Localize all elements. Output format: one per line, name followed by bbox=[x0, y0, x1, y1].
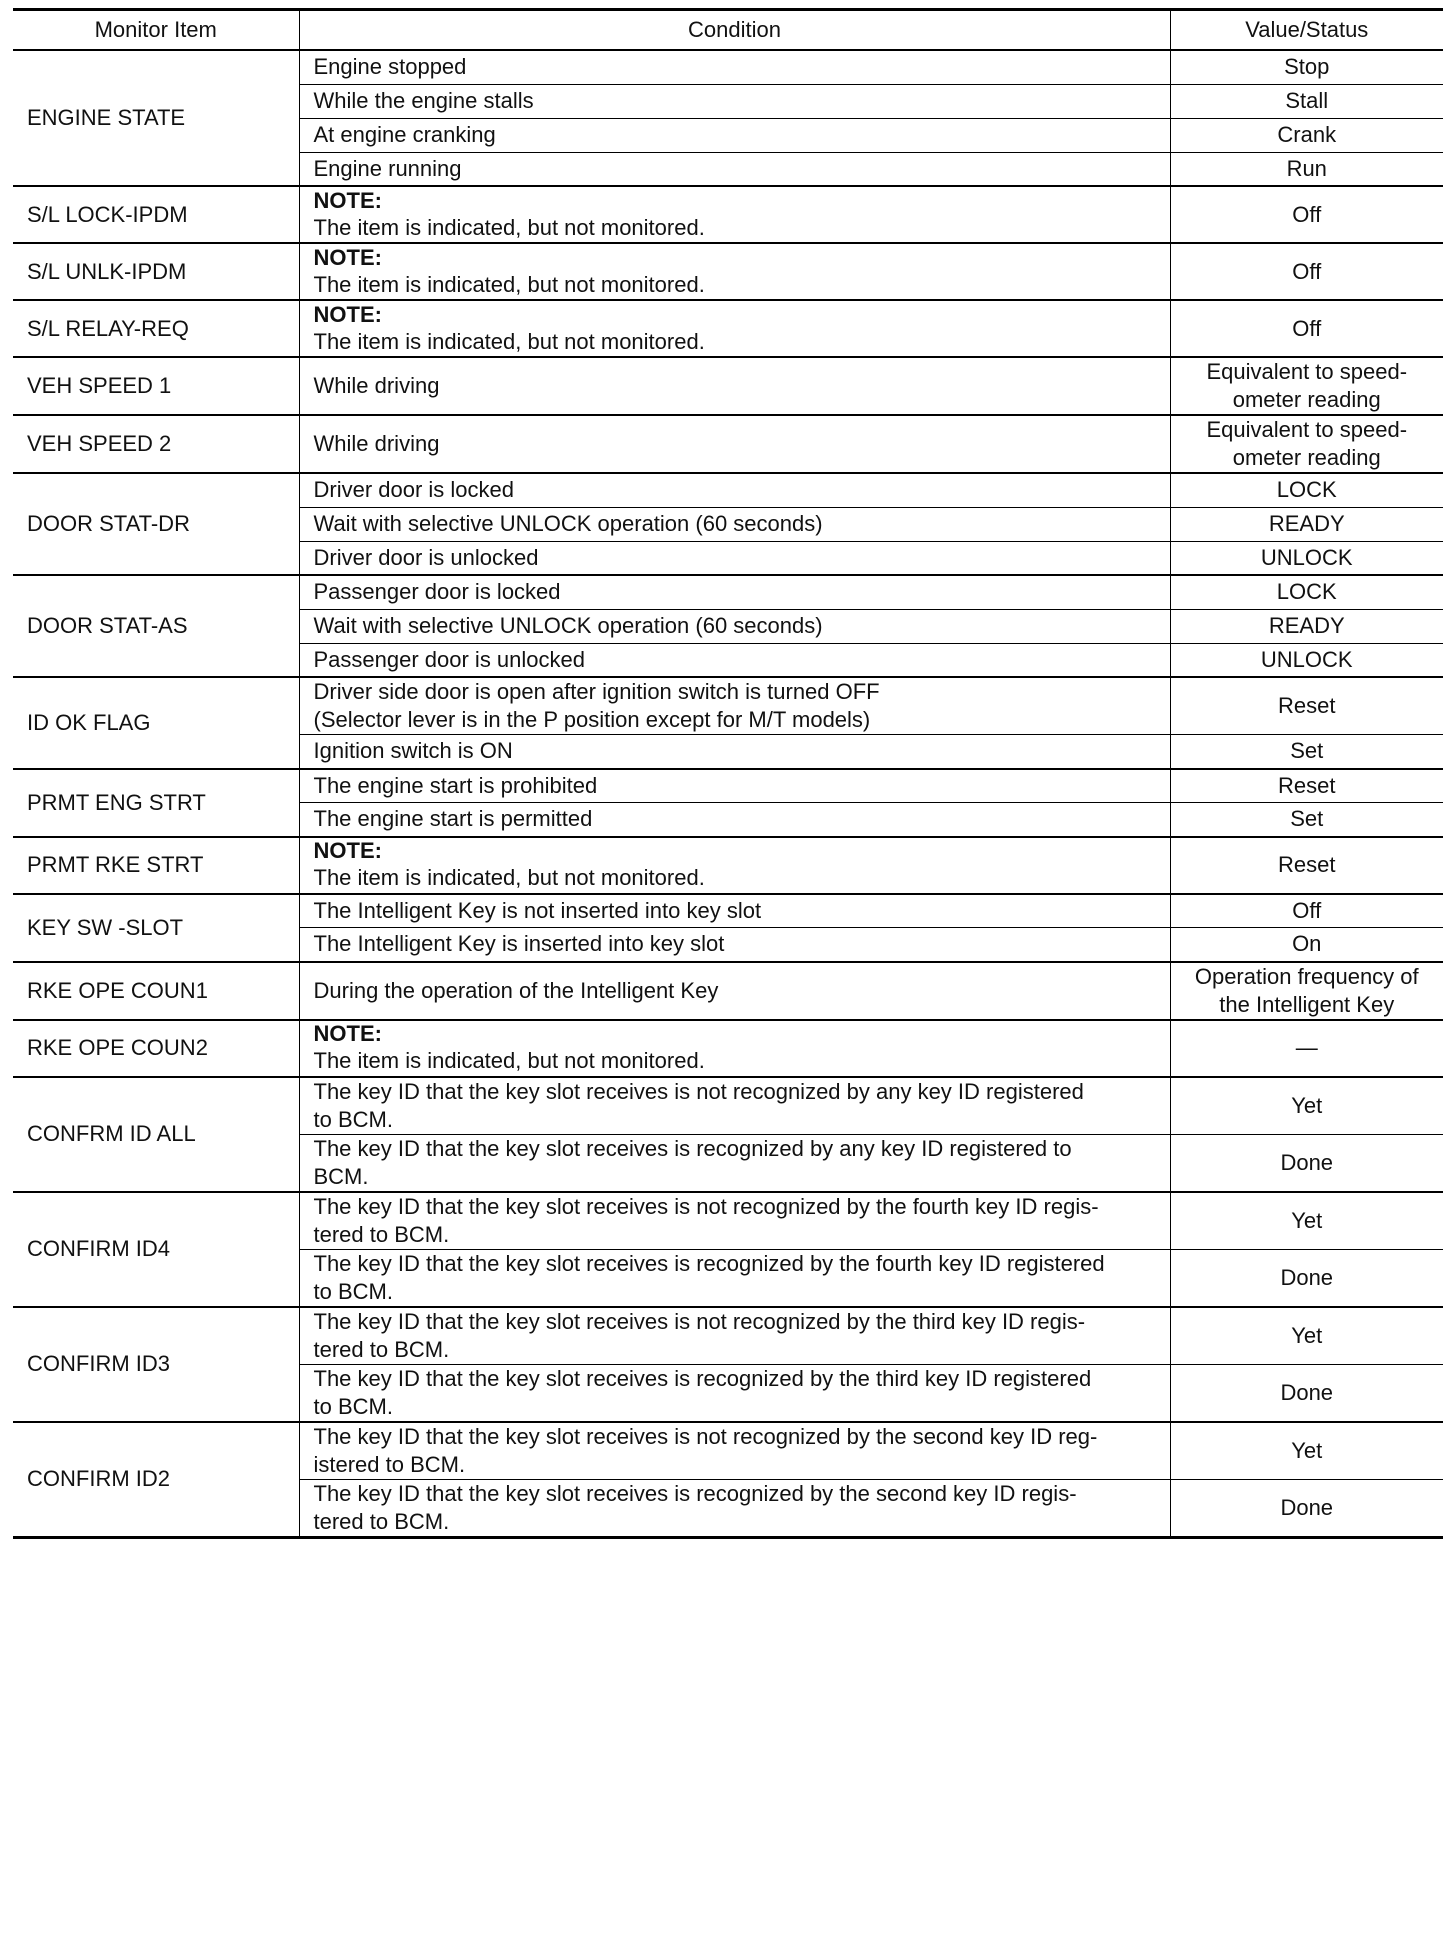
condition-text: The key ID that the key slot receives is recognized by the third key ID registered to BCM. bbox=[313, 1365, 1092, 1419]
value-status-cell: Off bbox=[1170, 186, 1443, 243]
condition-cell bbox=[299, 1307, 1170, 1365]
condition-cell bbox=[299, 803, 1170, 837]
note-label: NOTE: bbox=[313, 187, 382, 213]
note-label: NOTE: bbox=[313, 244, 382, 270]
value-status-cell: Run bbox=[1170, 152, 1443, 186]
table-row bbox=[13, 575, 1443, 609]
value-status-cell: Done bbox=[1170, 1364, 1443, 1422]
monitor-item-cell: CONFIRM ID3 bbox=[13, 1307, 299, 1422]
condition-cell bbox=[299, 507, 1170, 541]
note-text: The item is indicated, but not monitored. bbox=[313, 1048, 705, 1073]
table-row bbox=[13, 50, 1443, 84]
condition-cell bbox=[299, 84, 1170, 118]
condition-text: At engine cranking bbox=[313, 122, 496, 147]
value-status-cell: Reset bbox=[1170, 677, 1443, 735]
monitor-item-cell: S/L LOCK-IPDM bbox=[13, 186, 299, 243]
monitor-item-cell: CONFIRM ID2 bbox=[13, 1422, 299, 1538]
monitor-item-cell: VEH SPEED 1 bbox=[13, 357, 299, 415]
condition-text: Driver door is locked bbox=[313, 477, 515, 503]
note-text: The item is indicated, but not monitored. bbox=[313, 271, 705, 297]
monitor-item-cell: KEY SW -SLOT bbox=[13, 894, 299, 962]
condition-cell bbox=[299, 1364, 1170, 1422]
table-row bbox=[13, 962, 1443, 1020]
value-status-cell: READY bbox=[1170, 609, 1443, 643]
value-status-cell: READY bbox=[1170, 507, 1443, 541]
monitor-item-cell: PRMT RKE STRT bbox=[13, 837, 299, 894]
value-status-cell: UNLOCK bbox=[1170, 541, 1443, 575]
condition-cell bbox=[299, 50, 1170, 84]
table-body bbox=[13, 50, 1443, 1537]
condition-text: The Intelligent Key is inserted into key slot bbox=[313, 931, 725, 957]
monitor-item-cell: S/L RELAY-REQ bbox=[13, 300, 299, 357]
condition-text: Passenger door is locked bbox=[313, 579, 561, 605]
condition-cell bbox=[299, 541, 1170, 575]
condition-cell bbox=[299, 894, 1170, 928]
condition-text: The key ID that the key slot receives is not recognized by the third key ID regis- tered to BCM. bbox=[313, 1308, 1086, 1362]
table-row bbox=[13, 1077, 1443, 1135]
note-text: The item is indicated, but not monitored. bbox=[313, 865, 705, 890]
condition-text: The key ID that the key slot receives is not recognized by any key ID registered to BCM. bbox=[313, 1078, 1084, 1132]
condition-text: The Intelligent Key is not inserted into key slot bbox=[313, 897, 762, 923]
value-status-cell: Off bbox=[1170, 300, 1443, 357]
condition-text: Engine running bbox=[313, 155, 462, 181]
table-row bbox=[13, 1020, 1443, 1077]
condition-cell bbox=[299, 1077, 1170, 1135]
header-monitor-item: Monitor Item bbox=[13, 10, 299, 51]
value-status-cell: Yet bbox=[1170, 1307, 1443, 1365]
value-status-cell: Off bbox=[1170, 243, 1443, 300]
header-value-status: Value/Status bbox=[1170, 10, 1443, 51]
monitor-item-cell: RKE OPE COUN1 bbox=[13, 962, 299, 1020]
value-status-cell: Yet bbox=[1170, 1422, 1443, 1480]
monitor-item-cell: ENGINE STATE bbox=[13, 50, 299, 186]
note-label: NOTE: bbox=[313, 1021, 382, 1046]
condition-text: Driver side door is open after ignition switch is turned OFF (Selector lever is in the P position except for M/T models) bbox=[313, 679, 880, 732]
table-row bbox=[13, 894, 1443, 928]
condition-cell bbox=[299, 643, 1170, 677]
value-status-cell: Operation frequency of the Intelligent Key bbox=[1170, 962, 1443, 1020]
monitor-item-cell: ID OK FLAG bbox=[13, 677, 299, 769]
table-header-row bbox=[13, 10, 1443, 51]
value-status-cell: Stall bbox=[1170, 84, 1443, 118]
monitor-item-cell: DOOR STAT-DR bbox=[13, 473, 299, 575]
condition-text: While the engine stalls bbox=[313, 88, 534, 113]
note-label: NOTE: bbox=[313, 838, 382, 863]
value-status-cell: On bbox=[1170, 928, 1443, 962]
table-row bbox=[13, 186, 1443, 243]
value-status-cell: Yet bbox=[1170, 1077, 1443, 1135]
value-status-cell: Reset bbox=[1170, 769, 1443, 803]
value-status-cell: Done bbox=[1170, 1134, 1443, 1192]
table-row bbox=[13, 769, 1443, 803]
table-row bbox=[13, 1307, 1443, 1365]
value-status-cell: Set bbox=[1170, 803, 1443, 837]
value-status-cell: UNLOCK bbox=[1170, 643, 1443, 677]
condition-cell bbox=[299, 609, 1170, 643]
condition-text: Wait with selective UNLOCK operation (60 seconds) bbox=[313, 613, 823, 638]
monitor-item-table bbox=[13, 8, 1443, 1539]
value-status-cell: Crank bbox=[1170, 118, 1443, 152]
table-row bbox=[13, 837, 1443, 894]
condition-cell bbox=[299, 735, 1170, 769]
note-text: The item is indicated, but not monitored. bbox=[313, 328, 705, 354]
condition-cell bbox=[299, 300, 1170, 357]
header-condition: Condition bbox=[299, 10, 1170, 51]
condition-cell bbox=[299, 186, 1170, 243]
condition-cell bbox=[299, 837, 1170, 894]
monitor-item-cell: S/L UNLK-IPDM bbox=[13, 243, 299, 300]
value-status-cell: Equivalent to speed- ometer reading bbox=[1170, 415, 1443, 473]
value-status-cell: Off bbox=[1170, 894, 1443, 928]
condition-text: The key ID that the key slot receives is not recognized by the fourth key ID regis- tered to BCM. bbox=[313, 1193, 1099, 1247]
condition-cell bbox=[299, 1249, 1170, 1307]
value-status-cell: Yet bbox=[1170, 1192, 1443, 1250]
condition-text: The key ID that the key slot receives is recognized by any key ID registered to BCM. bbox=[313, 1135, 1072, 1189]
monitor-item-cell: CONFRM ID ALL bbox=[13, 1077, 299, 1192]
value-status-cell: Stop bbox=[1170, 50, 1443, 84]
table-row bbox=[13, 677, 1443, 735]
condition-cell bbox=[299, 1422, 1170, 1480]
condition-cell bbox=[299, 962, 1170, 1020]
table-row bbox=[13, 300, 1443, 357]
condition-text: While driving bbox=[313, 431, 440, 456]
condition-text: Passenger door is unlocked bbox=[313, 646, 585, 672]
monitor-item-cell: CONFIRM ID4 bbox=[13, 1192, 299, 1307]
condition-text: Wait with selective UNLOCK operation (60 seconds) bbox=[313, 511, 823, 536]
condition-text: Ignition switch is ON bbox=[313, 738, 513, 764]
table-row bbox=[13, 473, 1443, 507]
condition-cell bbox=[299, 575, 1170, 609]
condition-cell bbox=[299, 1020, 1170, 1077]
value-status-cell: — bbox=[1170, 1020, 1443, 1077]
condition-text: The key ID that the key slot receives is recognized by the fourth key ID registered to BCM. bbox=[313, 1250, 1105, 1304]
value-status-cell: LOCK bbox=[1170, 473, 1443, 507]
condition-cell bbox=[299, 677, 1170, 735]
monitor-item-cell: PRMT ENG STRT bbox=[13, 769, 299, 837]
table-row bbox=[13, 1192, 1443, 1250]
value-status-cell: Equivalent to speed- ometer reading bbox=[1170, 357, 1443, 415]
note-label: NOTE: bbox=[313, 301, 382, 327]
table-row bbox=[13, 1422, 1443, 1480]
value-status-cell: Done bbox=[1170, 1479, 1443, 1537]
value-status-cell: Reset bbox=[1170, 837, 1443, 894]
condition-cell bbox=[299, 928, 1170, 962]
table-row bbox=[13, 415, 1443, 473]
condition-cell bbox=[299, 769, 1170, 803]
condition-text: During the operation of the Intelligent Key bbox=[313, 977, 719, 1003]
note-text: The item is indicated, but not monitored. bbox=[313, 214, 705, 240]
monitor-item-cell: RKE OPE COUN2 bbox=[13, 1020, 299, 1077]
condition-cell bbox=[299, 152, 1170, 186]
condition-text: The engine start is permitted bbox=[313, 806, 593, 832]
value-status-cell: Done bbox=[1170, 1249, 1443, 1307]
condition-text: Engine stopped bbox=[313, 54, 467, 80]
condition-cell bbox=[299, 1134, 1170, 1192]
condition-cell bbox=[299, 415, 1170, 473]
monitor-item-cell: DOOR STAT-AS bbox=[13, 575, 299, 677]
table-row bbox=[13, 357, 1443, 415]
condition-text: While driving bbox=[313, 373, 440, 398]
condition-cell bbox=[299, 473, 1170, 507]
value-status-cell: Set bbox=[1170, 735, 1443, 769]
condition-cell bbox=[299, 1479, 1170, 1537]
condition-cell bbox=[299, 118, 1170, 152]
value-status-cell: LOCK bbox=[1170, 575, 1443, 609]
monitor-item-cell: VEH SPEED 2 bbox=[13, 415, 299, 473]
condition-text: Driver door is unlocked bbox=[313, 544, 539, 570]
condition-cell bbox=[299, 1192, 1170, 1250]
condition-text: The key ID that the key slot receives is not recognized by the second key ID reg- istered to BCM. bbox=[313, 1423, 1098, 1477]
condition-cell bbox=[299, 357, 1170, 415]
table-row bbox=[13, 243, 1443, 300]
condition-text: The key ID that the key slot receives is recognized by the second key ID regis- tered to BCM. bbox=[313, 1480, 1077, 1534]
condition-text: The engine start is prohibited bbox=[313, 772, 598, 798]
condition-cell bbox=[299, 243, 1170, 300]
